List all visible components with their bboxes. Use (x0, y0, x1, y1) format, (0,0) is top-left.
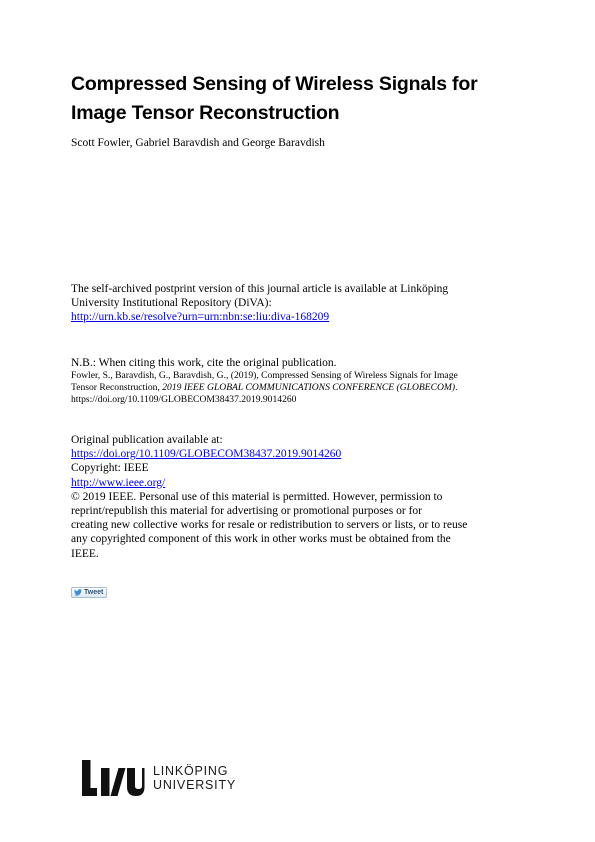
citation-venue: 2019 IEEE GLOBAL COMMUNICATIONS CONFERENCE (GLOBECOM) (162, 382, 456, 394)
citation-section (71, 356, 531, 406)
liu-wordmark-line: LINKÖPING (153, 764, 229, 778)
publication-label: Original publication available at: (71, 434, 223, 446)
copyright-notice-line: reprint/republish this material for advertising or promotional purposes or for (71, 505, 422, 518)
citation-doi: https://doi.org/10.1109/GLOBECOM38437.2019.9014260 (71, 394, 297, 406)
liu-logo-mark-icon (81, 759, 145, 797)
title-line: Image Tensor Reconstruction (71, 102, 340, 124)
liu-wordmark-line: UNIVERSITY (153, 778, 237, 792)
tweet-label: Tweet (84, 589, 104, 596)
authors: Scott Fowler, Gabriel Baravdish and George Baravdish (71, 137, 325, 149)
availability-text: The self-archived postprint version of this journal article is available at Linköping (71, 283, 449, 295)
citation-line (71, 382, 531, 394)
diva-link[interactable]: http://urn.kb.se/resolve?urn=urn:nbn:se:liu:diva-168209 (71, 311, 330, 324)
liu-wordmark (153, 764, 236, 792)
doi-link[interactable]: https://doi.org/10.1109/GLOBECOM38437.2019.9014260 (71, 448, 342, 461)
tweet-button[interactable] (71, 587, 107, 598)
citation-note: N.B.: When citing this work, cite the original publication. (71, 357, 337, 369)
twitter-bird-icon (74, 589, 82, 596)
copyright-text: Copyright: IEEE (71, 462, 149, 475)
liu-logo (81, 758, 236, 798)
copyright-notice-line: any copyrighted component of this work in other works must be obtained from the (71, 533, 451, 546)
citation-title-end: Tensor Reconstruction, (71, 382, 163, 394)
publication-section (71, 433, 531, 561)
document-title (71, 70, 541, 128)
copyright-notice-line: IEEE. (71, 547, 99, 560)
availability-text: University Institutional Repository (DiVA): (71, 297, 272, 310)
title-line: Compressed Sensing of Wireless Signals for (71, 73, 478, 95)
citation-period: . (455, 382, 458, 394)
ieee-link[interactable]: http://www.ieee.org/ (71, 476, 166, 489)
copyright-notice-line: © 2019 IEEE. Personal use of this material is permitted. However, permission to (71, 490, 443, 503)
citation-line: Fowler, S., Baravdish, G., Baravdish, G., (2019), Compressed Sensing of Wireless Signals for Image (71, 370, 458, 382)
citation-reference (71, 370, 531, 406)
availability-section (71, 282, 531, 325)
copyright-notice-line: creating new collective works for resale or redistribution to servers or lists, or to reuse (71, 519, 468, 532)
